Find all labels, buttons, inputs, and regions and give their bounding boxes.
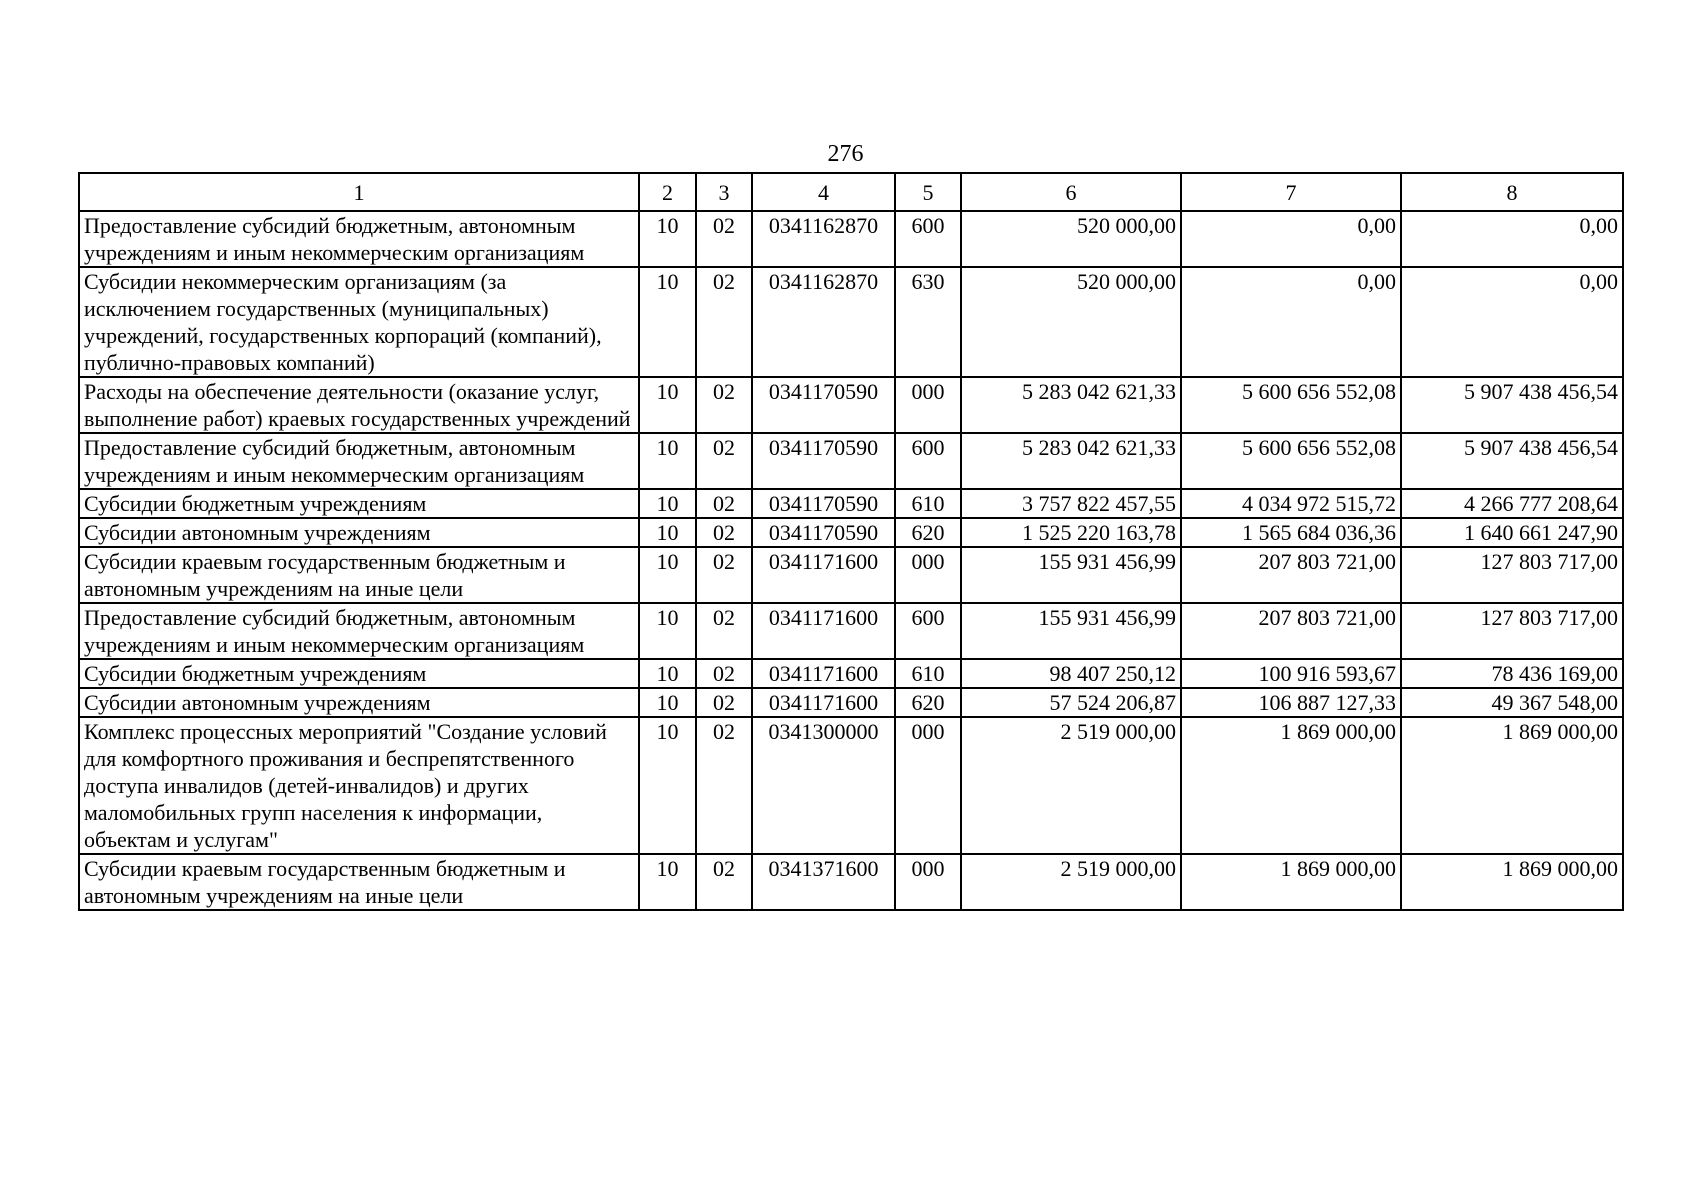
cell-expense-type: 630 (895, 267, 961, 377)
cell-amount-6: 520 000,00 (961, 211, 1181, 267)
table-row (79, 547, 1623, 603)
cell-subsection: 02 (696, 433, 752, 489)
cell-amount-6: 5 283 042 621,33 (961, 433, 1181, 489)
cell-amount-8: 5 907 438 456,54 (1401, 377, 1623, 433)
cell-section: 10 (639, 377, 696, 433)
cell-amount-8: 0,00 (1401, 267, 1623, 377)
cell-expense-type: 000 (895, 854, 961, 910)
cell-expense-type: 620 (895, 688, 961, 717)
cell-amount-7: 5 600 656 552,08 (1181, 433, 1401, 489)
cell-subsection: 02 (696, 659, 752, 688)
row-name: Расходы на обеспечение деятельности (оказание услуг, выполнение работ) краевых государственных учреждений (79, 377, 639, 433)
row-name: Субсидии автономным учреждениям (79, 518, 639, 547)
cell-amount-6: 520 000,00 (961, 267, 1181, 377)
cell-subsection: 02 (696, 603, 752, 659)
cell-amount-6: 155 931 456,99 (961, 547, 1181, 603)
cell-amount-6: 155 931 456,99 (961, 603, 1181, 659)
cell-section: 10 (639, 433, 696, 489)
header-row (79, 173, 1623, 211)
column-header: 1 (79, 173, 639, 211)
cell-expense-type: 600 (895, 603, 961, 659)
column-header: 3 (696, 173, 752, 211)
cell-amount-6: 2 519 000,00 (961, 717, 1181, 854)
cell-target-article: 0341171600 (752, 603, 895, 659)
column-header: 5 (895, 173, 961, 211)
page-number: 276 (827, 141, 864, 167)
cell-expense-type: 000 (895, 377, 961, 433)
column-header: 8 (1401, 173, 1623, 211)
cell-amount-7: 1 869 000,00 (1181, 854, 1401, 910)
table-row (79, 489, 1623, 518)
column-header: 4 (752, 173, 895, 211)
cell-section: 10 (639, 717, 696, 854)
cell-subsection: 02 (696, 267, 752, 377)
cell-section: 10 (639, 603, 696, 659)
cell-amount-7: 207 803 721,00 (1181, 547, 1401, 603)
cell-expense-type: 000 (895, 547, 961, 603)
table-row (79, 688, 1623, 717)
cell-section: 10 (639, 518, 696, 547)
cell-expense-type: 610 (895, 659, 961, 688)
cell-target-article: 0341170590 (752, 377, 895, 433)
table-row (79, 717, 1623, 854)
table-row (79, 659, 1623, 688)
table-row (79, 603, 1623, 659)
cell-amount-8: 127 803 717,00 (1401, 603, 1623, 659)
cell-subsection: 02 (696, 211, 752, 267)
table-row (79, 433, 1623, 489)
cell-target-article: 0341170590 (752, 489, 895, 518)
table-row (79, 518, 1623, 547)
cell-amount-7: 1 869 000,00 (1181, 717, 1401, 854)
cell-amount-6: 57 524 206,87 (961, 688, 1181, 717)
cell-amount-7: 4 034 972 515,72 (1181, 489, 1401, 518)
cell-section: 10 (639, 659, 696, 688)
cell-expense-type: 600 (895, 211, 961, 267)
column-header: 6 (961, 173, 1181, 211)
table-row (79, 377, 1623, 433)
cell-amount-7: 5 600 656 552,08 (1181, 377, 1401, 433)
cell-target-article: 0341162870 (752, 211, 895, 267)
cell-target-article: 0341171600 (752, 547, 895, 603)
cell-amount-8: 49 367 548,00 (1401, 688, 1623, 717)
cell-subsection: 02 (696, 688, 752, 717)
cell-amount-6: 5 283 042 621,33 (961, 377, 1181, 433)
cell-subsection: 02 (696, 717, 752, 854)
cell-target-article: 0341371600 (752, 854, 895, 910)
budget-table (78, 172, 1624, 911)
row-name: Предоставление субсидий бюджетным, автономным учреждениям и иным некоммерческим организациям (79, 433, 639, 489)
row-name: Субсидии бюджетным учреждениям (79, 489, 639, 518)
row-name: Предоставление субсидий бюджетным, автономным учреждениям и иным некоммерческим организациям (79, 603, 639, 659)
cell-expense-type: 600 (895, 433, 961, 489)
cell-target-article: 0341170590 (752, 518, 895, 547)
cell-section: 10 (639, 547, 696, 603)
table-row (79, 854, 1623, 910)
cell-section: 10 (639, 854, 696, 910)
cell-amount-7: 0,00 (1181, 211, 1401, 267)
row-name: Субсидии некоммерческим организациям (за исключением государственных (муниципальных) учреждений, государственных корпораций (компаний), публично-правовых компаний) (79, 267, 639, 377)
cell-target-article: 0341162870 (752, 267, 895, 377)
cell-amount-8: 1 869 000,00 (1401, 717, 1623, 854)
row-name: Комплекс процессных мероприятий "Создание условий для комфортного проживания и беспрепятственного доступа инвалидов (детей-инвалидов) и других маломобильных групп населения к информации, объектам и услугам" (79, 717, 639, 854)
cell-amount-7: 0,00 (1181, 267, 1401, 377)
cell-amount-7: 100 916 593,67 (1181, 659, 1401, 688)
cell-amount-8: 78 436 169,00 (1401, 659, 1623, 688)
cell-expense-type: 000 (895, 717, 961, 854)
row-name: Субсидии автономным учреждениям (79, 688, 639, 717)
row-name: Предоставление субсидий бюджетным, автономным учреждениям и иным некоммерческим организациям (79, 211, 639, 267)
cell-section: 10 (639, 688, 696, 717)
column-header: 2 (639, 173, 696, 211)
row-name: Субсидии бюджетным учреждениям (79, 659, 639, 688)
cell-amount-8: 1 869 000,00 (1401, 854, 1623, 910)
cell-subsection: 02 (696, 489, 752, 518)
cell-amount-8: 127 803 717,00 (1401, 547, 1623, 603)
cell-target-article: 0341300000 (752, 717, 895, 854)
cell-subsection: 02 (696, 547, 752, 603)
column-header: 7 (1181, 173, 1401, 211)
cell-amount-8: 0,00 (1401, 211, 1623, 267)
cell-amount-8: 1 640 661 247,90 (1401, 518, 1623, 547)
cell-amount-6: 3 757 822 457,55 (961, 489, 1181, 518)
cell-subsection: 02 (696, 518, 752, 547)
table-row (79, 267, 1623, 377)
cell-expense-type: 610 (895, 489, 961, 518)
cell-amount-7: 106 887 127,33 (1181, 688, 1401, 717)
table-row (79, 211, 1623, 267)
cell-expense-type: 620 (895, 518, 961, 547)
cell-section: 10 (639, 267, 696, 377)
cell-subsection: 02 (696, 377, 752, 433)
row-name: Субсидии краевым государственным бюджетным и автономным учреждениям на иные цели (79, 547, 639, 603)
cell-target-article: 0341171600 (752, 688, 895, 717)
cell-amount-7: 1 565 684 036,36 (1181, 518, 1401, 547)
cell-amount-6: 1 525 220 163,78 (961, 518, 1181, 547)
cell-subsection: 02 (696, 854, 752, 910)
cell-target-article: 0341171600 (752, 659, 895, 688)
cell-amount-7: 207 803 721,00 (1181, 603, 1401, 659)
row-name: Субсидии краевым государственным бюджетным и автономным учреждениям на иные цели (79, 854, 639, 910)
cell-amount-6: 2 519 000,00 (961, 854, 1181, 910)
cell-section: 10 (639, 489, 696, 518)
cell-target-article: 0341170590 (752, 433, 895, 489)
cell-amount-8: 4 266 777 208,64 (1401, 489, 1623, 518)
cell-amount-8: 5 907 438 456,54 (1401, 433, 1623, 489)
cell-amount-6: 98 407 250,12 (961, 659, 1181, 688)
cell-section: 10 (639, 211, 696, 267)
